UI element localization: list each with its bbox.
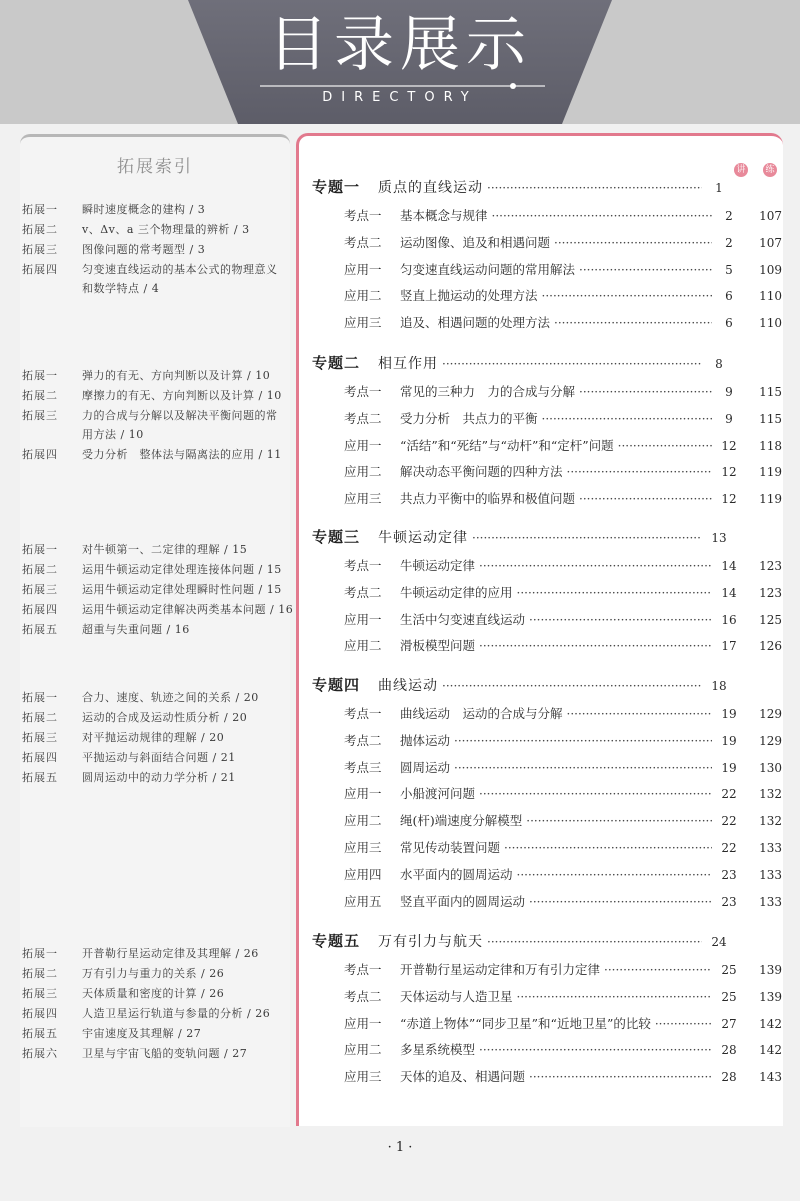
practice-page: 107: [759, 209, 782, 223]
lecture-page: 23: [721, 894, 737, 909]
leader-dots: [526, 814, 712, 828]
contents-row[interactable]: [344, 489, 782, 507]
row-title: 开普勒行星运动定律和万有引力定律: [400, 962, 601, 977]
leader-dots: [479, 1043, 712, 1057]
lecture-page: 12: [721, 438, 737, 453]
extension-item[interactable]: [22, 580, 294, 600]
page-number: · 1 ·: [387, 1140, 413, 1155]
leader-dots: [542, 412, 712, 426]
contents-row[interactable]: [344, 1014, 782, 1032]
extension-label: 拓展二: [22, 389, 58, 402]
row-label: 应用五: [344, 893, 382, 909]
extension-item[interactable]: [22, 386, 294, 406]
row-label: 考点一: [344, 208, 382, 223]
lecture-page: 9: [725, 385, 733, 399]
topic-label: 专题四: [312, 676, 361, 694]
extension-item[interactable]: [22, 1044, 294, 1064]
topic-title: 曲线运动: [378, 678, 439, 694]
leader-dots: [579, 385, 712, 399]
extension-text: 运用牛顿运动定律处理连接体问题 / 15: [82, 563, 282, 576]
row-title: “活结”和“死结”与“动杆”和“定杆”问题: [400, 437, 614, 453]
row-title: 解决动态平衡问题的四种方法: [400, 464, 563, 480]
row-label: 考点一: [344, 558, 382, 573]
lecture-page: 24: [711, 935, 727, 949]
row-title: 牛顿运动定律的应用: [400, 584, 513, 600]
leader-dots: [618, 439, 712, 453]
topic-label: 专题五: [312, 932, 361, 950]
contents-row[interactable]: [344, 838, 782, 856]
extension-text: 对平抛运动规律的理解 / 20: [82, 731, 225, 744]
leader-dots: [487, 935, 702, 949]
practice-page: 133: [759, 894, 782, 909]
extension-item[interactable]: [22, 406, 294, 426]
extension-item[interactable]: [22, 1004, 294, 1024]
practice-page: 129: [759, 733, 782, 748]
page-subtitle: DIRECTORY: [322, 90, 478, 105]
extension-text: 对牛顿第一、二定律的理解 / 15: [82, 543, 248, 556]
practice-page: 119: [759, 465, 782, 480]
extension-label: 拓展一: [22, 691, 58, 704]
extension-item[interactable]: [22, 708, 294, 728]
row-label: 应用三: [344, 491, 382, 507]
extension-label: 拓展三: [22, 409, 58, 422]
row-title: 常见的三种力 力的合成与分解: [400, 384, 576, 399]
lecture-column-badge: 讲: [734, 163, 748, 177]
contents-row[interactable]: [344, 409, 782, 427]
extension-text: 弹力的有无、方向判断以及计算 / 10: [82, 369, 271, 382]
lecture-page: 16: [721, 612, 737, 627]
extension-text: 万有引力与重力的关系 / 26: [82, 967, 225, 980]
extension-label: 拓展二: [22, 563, 58, 576]
lecture-page: 6: [725, 316, 733, 331]
leader-dots: [579, 263, 712, 277]
leader-dots: [529, 1070, 712, 1084]
row-label: 应用二: [344, 464, 382, 480]
topic-heading[interactable]: [312, 674, 772, 695]
lecture-page: 13: [711, 531, 727, 545]
lecture-page: 18: [711, 679, 727, 693]
row-label: 应用三: [344, 840, 382, 855]
extension-label: 拓展五: [22, 771, 58, 784]
extension-text: v、Δv、a 三个物理量的辨析 / 3: [82, 223, 250, 236]
extension-item[interactable]: [22, 944, 294, 964]
extension-text: 开普勒行星运动定律及其理解 / 26: [82, 947, 259, 960]
practice-page: 142: [759, 1043, 782, 1058]
contents-row[interactable]: [344, 1067, 782, 1085]
practice-page: 115: [759, 411, 782, 426]
row-title: 竖直平面内的圆周运动: [400, 893, 526, 909]
topic-label: 专题三: [312, 528, 361, 546]
row-title: 曲线运动 运动的合成与分解: [400, 706, 563, 721]
extension-text: 合力、速度、轨迹之间的关系 / 20: [82, 691, 259, 704]
row-title: 天体运动与人造卫星: [400, 988, 513, 1004]
row-label: 考点三: [344, 759, 382, 775]
row-title: 生活中匀变速直线运动: [400, 611, 526, 627]
leader-dots: [442, 679, 702, 693]
contents-row[interactable]: [344, 206, 782, 224]
row-label: 应用一: [344, 611, 382, 627]
extension-label: 拓展二: [22, 711, 58, 724]
row-title: 滑板模型问题: [400, 638, 476, 654]
extension-text: 运用牛顿运动定律处理瞬时性问题 / 15: [82, 583, 282, 596]
row-title: 小船渡河问题: [400, 786, 476, 802]
lecture-page: 23: [721, 867, 737, 882]
row-label: 应用三: [344, 1069, 382, 1085]
contents-row[interactable]: [344, 286, 782, 304]
extension-label: 拓展一: [22, 947, 58, 960]
leader-dots: [454, 734, 712, 748]
extension-item[interactable]: [22, 1024, 294, 1044]
extension-label: 拓展二: [22, 223, 58, 236]
extension-item[interactable]: [22, 366, 294, 386]
leader-dots: [604, 963, 712, 977]
lecture-page: 5: [725, 262, 733, 277]
row-title: 牛顿运动定律: [400, 558, 476, 573]
contents-row[interactable]: [344, 704, 782, 722]
lecture-page: 25: [721, 989, 737, 1004]
row-label: 应用一: [344, 437, 382, 453]
row-title: 常见传动装置问题: [400, 840, 501, 855]
extension-text: 受力分析 整体法与隔离法的应用 / 11: [82, 448, 282, 461]
lecture-page: 12: [721, 465, 737, 480]
leader-dots: [529, 895, 712, 909]
leader-dots: [529, 613, 712, 627]
row-title: 绳(杆)端速度分解模型: [400, 813, 523, 829]
topic-heading[interactable]: [312, 176, 772, 197]
extension-label: 拓展五: [22, 623, 58, 636]
lecture-page: 2: [725, 235, 733, 250]
row-title: 匀变速直线运动问题的常用解法: [400, 261, 576, 277]
row-label: 考点二: [344, 988, 382, 1004]
leader-dots: [517, 868, 712, 882]
practice-page: 123: [759, 559, 782, 573]
extension-text: 摩擦力的有无、方向判断以及计算 / 10: [82, 389, 282, 402]
leader-dots: [554, 316, 712, 330]
lecture-page: 19: [721, 760, 737, 775]
lecture-page: 22: [721, 841, 737, 855]
leader-dots: [567, 707, 712, 721]
contents-row[interactable]: [344, 610, 782, 628]
topic-heading[interactable]: [312, 526, 772, 547]
row-title: 抛体运动: [400, 732, 451, 748]
contents-row[interactable]: [344, 636, 782, 654]
practice-page: 129: [759, 707, 782, 721]
lecture-page: 22: [721, 814, 737, 829]
extension-group: [22, 944, 294, 1064]
topic-title: 相互作用: [378, 356, 439, 372]
extension-text: 人造卫星运行轨道与参量的分析 / 26: [82, 1007, 271, 1020]
contents-row[interactable]: [344, 865, 782, 883]
lecture-page: 25: [721, 963, 737, 977]
extension-label: 拓展一: [22, 543, 58, 556]
lecture-page: 17: [721, 639, 737, 654]
extension-label: 拓展四: [22, 263, 58, 276]
row-title: 圆周运动: [400, 759, 451, 775]
extension-item[interactable]: [22, 560, 294, 580]
leader-dots: [454, 761, 712, 775]
contents-row[interactable]: [344, 382, 782, 400]
row-title: 运动图像、追及和相遇问题: [400, 234, 551, 250]
extension-text-continued-line: 用方法 / 10: [82, 428, 144, 441]
extension-item[interactable]: [22, 260, 294, 280]
leader-dots: [504, 841, 712, 855]
practice-page: 130: [759, 760, 782, 775]
extension-label: 拓展三: [22, 583, 58, 596]
extension-group: [22, 366, 294, 465]
extension-label: 拓展三: [22, 987, 58, 1000]
row-label: 应用三: [344, 315, 382, 331]
extension-label: 拓展三: [22, 243, 58, 256]
leader-dots: [492, 209, 712, 223]
topic-title: 万有引力与航天: [378, 934, 484, 950]
topic-title: 牛顿运动定律: [378, 530, 469, 546]
leader-dots: [542, 289, 712, 303]
practice-page: 110: [759, 289, 782, 304]
extension-group: [22, 540, 294, 640]
extension-text: 图像问题的常考题型 / 3: [82, 243, 206, 256]
leader-dots: [442, 357, 702, 371]
extension-item[interactable]: [22, 200, 294, 220]
row-label: 应用一: [344, 786, 382, 802]
extension-item[interactable]: [22, 220, 294, 240]
extension-label: 拓展四: [22, 448, 58, 461]
row-label: 考点二: [344, 584, 382, 600]
extension-text: 瞬时速度概念的建构 / 3: [82, 203, 206, 216]
row-label: 应用四: [344, 866, 382, 882]
topic-title: 质点的直线运动: [378, 180, 484, 196]
row-label: 考点一: [344, 706, 382, 721]
lecture-page: 14: [721, 585, 737, 600]
extension-group: [22, 200, 294, 299]
contents-row[interactable]: [344, 987, 782, 1005]
leader-dots: [655, 1017, 712, 1031]
practice-page: 110: [759, 316, 782, 331]
extension-text: 运用牛顿运动定律解决两类基本问题 / 16: [82, 603, 294, 616]
extension-text: 超重与失重问题 / 16: [82, 623, 190, 636]
extension-item[interactable]: [22, 445, 294, 465]
contents-row[interactable]: [344, 260, 782, 278]
practice-page: 107: [759, 235, 782, 250]
row-title: 天体的追及、相遇问题: [400, 1069, 526, 1085]
topic-label: 专题二: [312, 354, 361, 372]
practice-page: 139: [759, 963, 782, 977]
row-label: 考点一: [344, 384, 382, 399]
extension-item[interactable]: [22, 688, 294, 708]
extension-label: 拓展二: [22, 967, 58, 980]
extension-text: 力的合成与分解以及解决平衡问题的常: [82, 409, 278, 422]
extension-label: 拓展一: [22, 203, 58, 216]
practice-page: 133: [759, 841, 782, 855]
page-title: 目录展示: [268, 10, 532, 80]
row-title: 共点力平衡中的临界和极值问题: [400, 491, 576, 507]
lecture-page: 6: [725, 289, 733, 304]
leader-dots: [517, 586, 712, 600]
extension-item[interactable]: [22, 620, 294, 640]
topic-label: 专题一: [312, 178, 361, 196]
topic-heading[interactable]: [312, 352, 772, 373]
extension-label: 拓展四: [22, 751, 58, 764]
row-label: 应用一: [344, 261, 382, 277]
lecture-page: 8: [715, 357, 723, 371]
extension-text-continued: [22, 425, 294, 445]
contents-row[interactable]: [344, 233, 782, 251]
practice-page: 142: [759, 1016, 782, 1031]
topic-heading[interactable]: [312, 930, 772, 951]
lecture-page: 14: [721, 559, 737, 573]
row-title: 水平面内的圆周运动: [400, 866, 513, 882]
practice-page: 125: [759, 612, 782, 627]
contents-row[interactable]: [344, 462, 782, 480]
lecture-page: 1: [715, 181, 723, 195]
extension-label: 拓展四: [22, 1007, 58, 1020]
lecture-page: 19: [721, 733, 737, 748]
extension-text: 匀变速直线运动的基本公式的物理意义: [82, 263, 278, 276]
contents-row[interactable]: [344, 1040, 782, 1058]
extension-text-continued: [22, 279, 294, 299]
contents-row[interactable]: [344, 313, 782, 331]
leader-dots: [579, 492, 712, 506]
extension-text: 天体质量和密度的计算 / 26: [82, 987, 225, 1000]
lecture-page: 19: [721, 707, 737, 721]
row-title: 追及、相遇问题的处理方法: [400, 315, 551, 331]
extension-text: 运动的合成及运动性质分析 / 20: [82, 711, 248, 724]
leader-dots: [479, 639, 712, 653]
extension-item[interactable]: [22, 964, 294, 984]
extension-text: 圆周运动中的动力学分析 / 21: [82, 771, 236, 784]
contents-row[interactable]: [344, 811, 782, 829]
lecture-page: 12: [721, 492, 737, 507]
lecture-page: 9: [725, 411, 733, 426]
practice-page: 118: [759, 438, 782, 453]
lecture-page: 28: [721, 1070, 737, 1085]
contents-row[interactable]: [344, 892, 782, 910]
row-title: 基本概念与规律: [400, 208, 488, 223]
practice-page: 126: [759, 639, 782, 654]
extension-label: 拓展五: [22, 1027, 58, 1040]
practice-page: 143: [759, 1070, 782, 1085]
extension-item[interactable]: [22, 540, 294, 560]
lecture-page: 22: [721, 787, 737, 802]
practice-page: 139: [759, 989, 782, 1004]
contents-row[interactable]: [344, 784, 782, 802]
extension-item[interactable]: [22, 728, 294, 748]
leader-dots: [517, 990, 712, 1004]
row-label: 应用二: [344, 1042, 382, 1058]
extension-label: 拓展四: [22, 603, 58, 616]
row-label: 考点二: [344, 732, 382, 748]
extension-text: 宇宙速度及其理解 / 27: [82, 1027, 202, 1040]
row-title: “赤道上物体”“同步卫星”和“近地卫星”的比较: [400, 1015, 651, 1031]
extension-item[interactable]: [22, 748, 294, 768]
row-label: 考点一: [344, 962, 382, 977]
lecture-page: 27: [721, 1016, 737, 1031]
row-title: 受力分析 共点力的平衡: [400, 410, 538, 426]
row-label: 考点二: [344, 234, 382, 250]
extension-label: 拓展六: [22, 1047, 58, 1060]
contents-row[interactable]: [344, 731, 782, 749]
row-label: 考点二: [344, 410, 382, 426]
leader-dots: [479, 787, 712, 801]
extension-text: 平抛运动与斜面结合问题 / 21: [82, 751, 236, 764]
extension-text-continued-line: 和数学特点 / 4: [82, 282, 160, 295]
extension-label: 拓展一: [22, 369, 58, 382]
practice-page: 115: [759, 385, 782, 399]
contents-row[interactable]: [344, 583, 782, 601]
leader-dots: [479, 559, 712, 573]
leader-dots: [472, 531, 702, 545]
extension-text: 卫星与宇宙飞船的变轨问题 / 27: [82, 1047, 248, 1060]
contents-row[interactable]: [344, 556, 782, 574]
practice-page: 132: [759, 787, 782, 802]
leader-dots: [487, 181, 702, 195]
contents-row[interactable]: [344, 758, 782, 776]
lecture-page: 2: [725, 209, 733, 223]
extension-item[interactable]: [22, 768, 294, 788]
extension-item[interactable]: [22, 984, 294, 1004]
extension-item[interactable]: [22, 240, 294, 260]
practice-column-badge: 练: [763, 163, 777, 177]
row-label: 应用二: [344, 813, 382, 829]
contents-row[interactable]: [344, 436, 782, 454]
practice-page: 132: [759, 814, 782, 829]
row-label: 应用二: [344, 638, 382, 654]
contents-row[interactable]: [344, 960, 782, 978]
practice-page: 133: [759, 867, 782, 882]
extension-group: [22, 688, 294, 788]
lecture-page: 28: [721, 1043, 737, 1058]
leader-dots: [554, 236, 712, 250]
practice-page: 123: [759, 585, 782, 600]
row-label: 应用一: [344, 1015, 382, 1031]
row-title: 竖直上抛运动的处理方法: [400, 288, 538, 304]
row-title: 多星系统模型: [400, 1042, 476, 1058]
extension-label: 拓展三: [22, 731, 58, 744]
practice-page: 109: [759, 262, 782, 277]
extension-index-title: 拓展索引: [117, 157, 193, 177]
row-label: 应用二: [344, 288, 382, 304]
practice-page: 119: [759, 492, 782, 507]
extension-item[interactable]: [22, 600, 294, 620]
leader-dots: [567, 465, 712, 479]
